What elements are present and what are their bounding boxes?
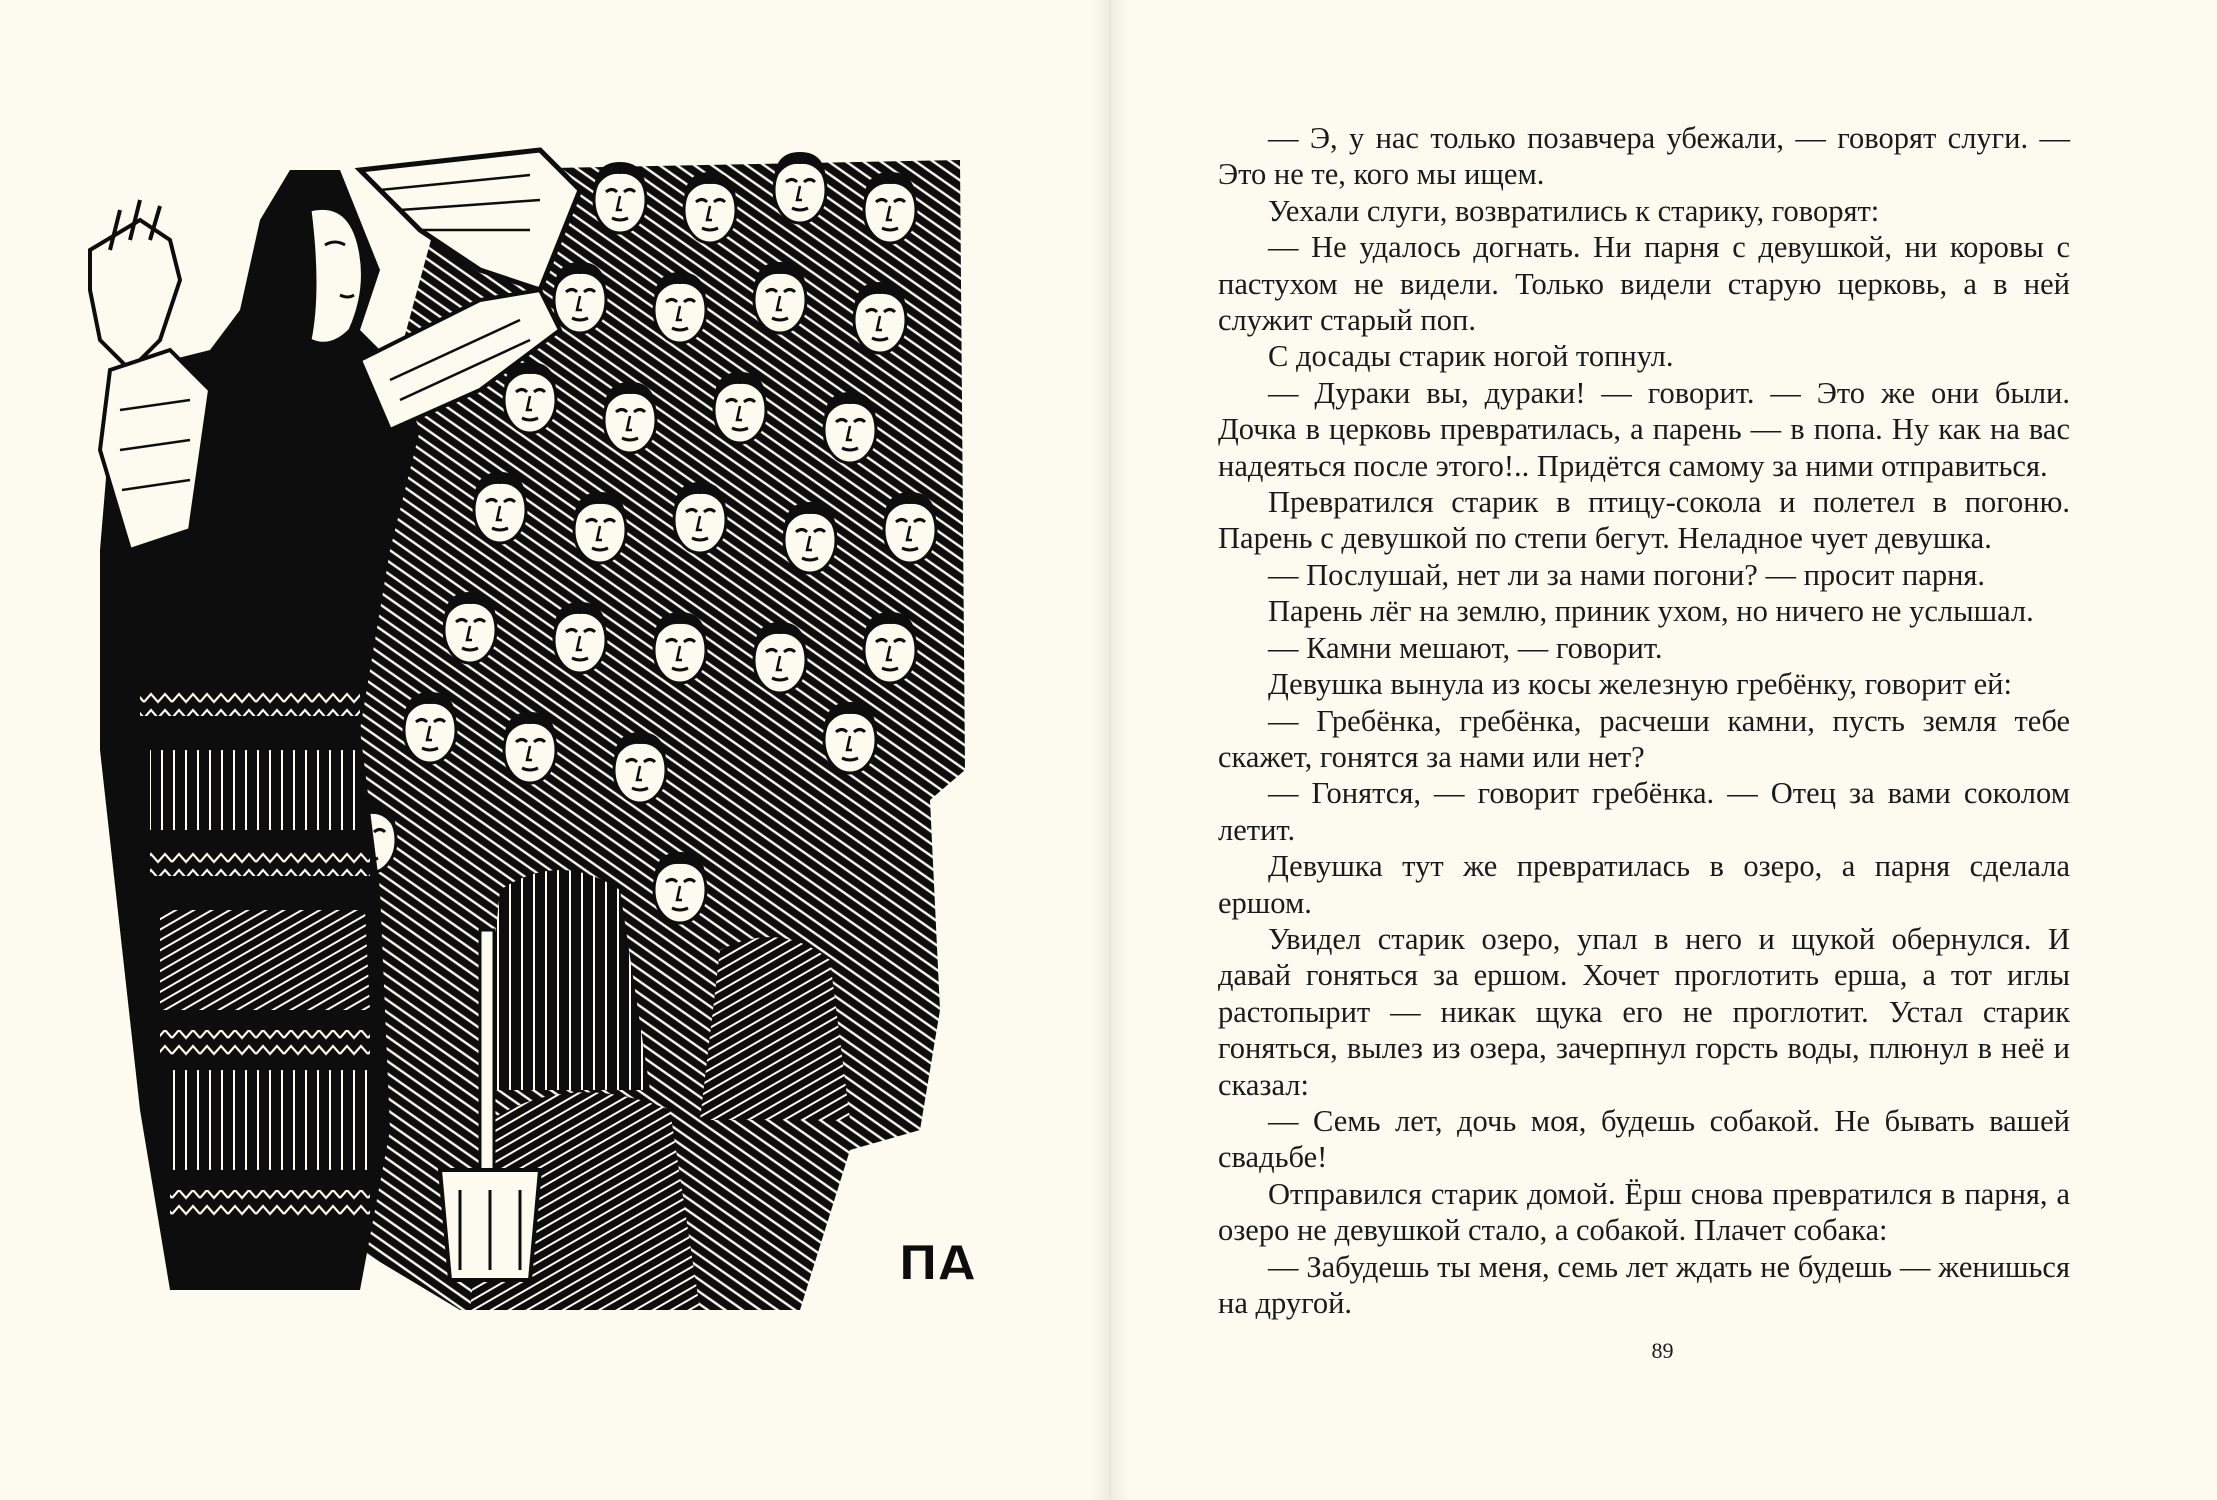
paragraph: Парень лёг на землю, приник ухом, но ничего не услышал.	[1268, 594, 2034, 629]
left-page	[0, 0, 1108, 1500]
paragraph: — Гребёнка, гребёнка, расчеши камни, пусть земля тебе скажет, гонятся за нами или нет?	[1218, 703, 2070, 774]
paragraph: Увидел старик озеро, упал в него и щукой обернулся. И давай гоняться за ершом. Хочет проглотить ерша, а тот иглы растопырит — никак щука его не проглотит. Устал старик гоняться, вылез из озера, зачерпнул горсть воды, плюнул в неё и сказал:	[1218, 921, 2070, 1102]
paragraph: — Семь лет, дочь моя, будешь собакой. Не бывать вашей свадьбе!	[1218, 1103, 2070, 1175]
body-text	[1218, 120, 2070, 1321]
paragraph: — Забудешь ты меня, семь лет ждать не будешь — женишься на другой.	[1218, 1249, 2070, 1320]
page-number: 89	[1651, 1338, 1674, 1363]
paragraph: — Гонятся, — говорит гребёнка. — Отец за вами соколом летит.	[1218, 776, 2070, 847]
paragraph: Превратился старик в птицу-сокола и полетел в погоню. Парень с девушкой по степи бегут. Неладное чует девушка.	[1218, 485, 2070, 556]
right-page	[1108, 0, 2217, 1500]
paragraph: Отправился старик домой. Ёрш снова превратился в парня, а озеро не девушкой стало, а собакой. Плачет собака:	[1218, 1176, 2070, 1248]
paragraph: Девушка вынула из косы железную гребёнку, говорит ей:	[1268, 667, 2012, 702]
artist-monogram: ПА	[898, 1236, 976, 1292]
paragraph: — Камни мешают, — говорит.	[1268, 630, 1663, 665]
paragraph: — Дураки вы, дураки! — говорит. — Это же они были. Дочка в церковь превратилась, а парень — в попа. Ну как на вас надеяться после этого!.. Придётся самому за ними отправиться.	[1218, 375, 2070, 483]
paragraph: — Послушай, нет ли за нами погони? — просит парня.	[1268, 557, 1986, 592]
woodcut-illustration	[60, 130, 990, 1310]
paragraph: С досады старик ногой топнул.	[1268, 339, 1674, 374]
paragraph: — Не удалось догнать. Ни парня с девушкой, ни коровы с пастухом не видели. Только видели старую церковь, а в ней служит старый поп.	[1218, 230, 2070, 338]
paragraph: Уехали слуги, возвратились к старику, говорят:	[1268, 193, 1880, 228]
paragraph: Девушка тут же превратилась в озеро, а парня сделала ершом.	[1218, 849, 2070, 920]
paragraph: — Э, у нас только позавчера убежали, — говорят слуги. — Это не те, кого мы ищем.	[1218, 121, 2070, 192]
